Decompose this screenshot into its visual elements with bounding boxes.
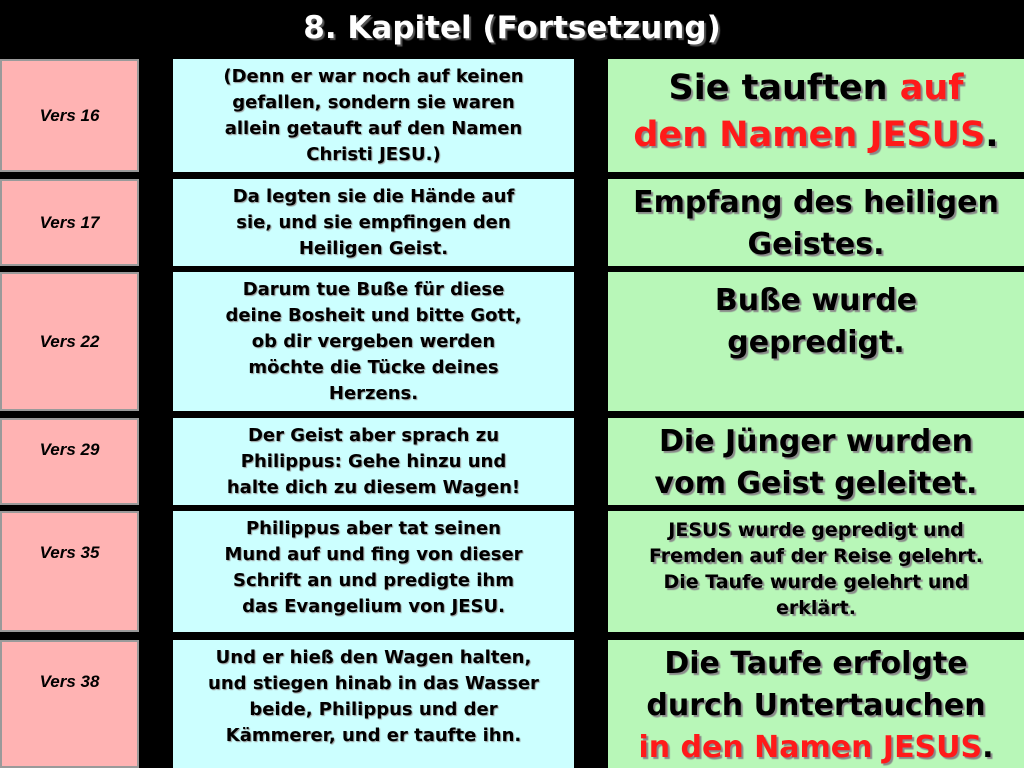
note-17: Empfang des heiligen Geistes. (608, 179, 1024, 266)
note-16-text: Sie tauften (668, 68, 900, 108)
note-35: JESUS wurde gepredigt und Fremden auf der Reise gelehrt. Die Taufe wurde gelehrt und erklärt. (608, 511, 1024, 632)
verse-text-22: Darum tue Buße für diese deine Bosheit und bitte Gott, ob dir vergeben werden möchte die Tücke deines Herzens. (173, 272, 574, 411)
verse-text-29: Der Geist aber sprach zu Philippus: Gehe hinzu und halte dich zu diesem Wagen! (173, 418, 574, 505)
note-38-highlight: in den Namen JESUS (638, 730, 983, 765)
vers-label-16: Vers 16 (0, 59, 139, 172)
vers-label-17: Vers 17 (0, 179, 139, 266)
note-38 (608, 640, 1024, 768)
note-16-end: . (985, 115, 999, 155)
verse-text-38: Und er hieß den Wagen halten, und stiegen hinab in das Wasser beide, Philippus und der Kämmerer, und er taufte ihn. (173, 640, 574, 768)
vers-label-22: Vers 22 (0, 272, 139, 411)
verse-text-17: Da legten sie die Hände auf sie, und sie empfingen den Heiligen Geist. (173, 179, 574, 266)
note-38-end: . (982, 730, 994, 765)
vers-label-38: Vers 38 (0, 640, 139, 768)
vers-label-35: Vers 35 (0, 511, 139, 632)
verse-text-35: Philippus aber tat seinen Mund auf und fing von dieser Schrift an und predigte ihm das Evangelium von JESU. (173, 511, 574, 632)
vers-label-29: Vers 29 (0, 418, 139, 505)
page-title: 8. Kapitel (Fortsetzung) (303, 10, 721, 46)
note-16-highlight: auf den Namen JESUS (633, 68, 986, 155)
note-16 (608, 59, 1024, 172)
verse-text-16: (Denn er war noch auf keinen gefallen, sondern sie waren allein getauft auf den Namen Christi JESU.) (173, 59, 574, 172)
note-38-text: Die Taufe erfolgte durch Untertauchen (646, 646, 986, 723)
note-22: Buße wurde gepredigt. (608, 272, 1024, 411)
note-29: Die Jünger wurden vom Geist geleitet. (608, 418, 1024, 505)
